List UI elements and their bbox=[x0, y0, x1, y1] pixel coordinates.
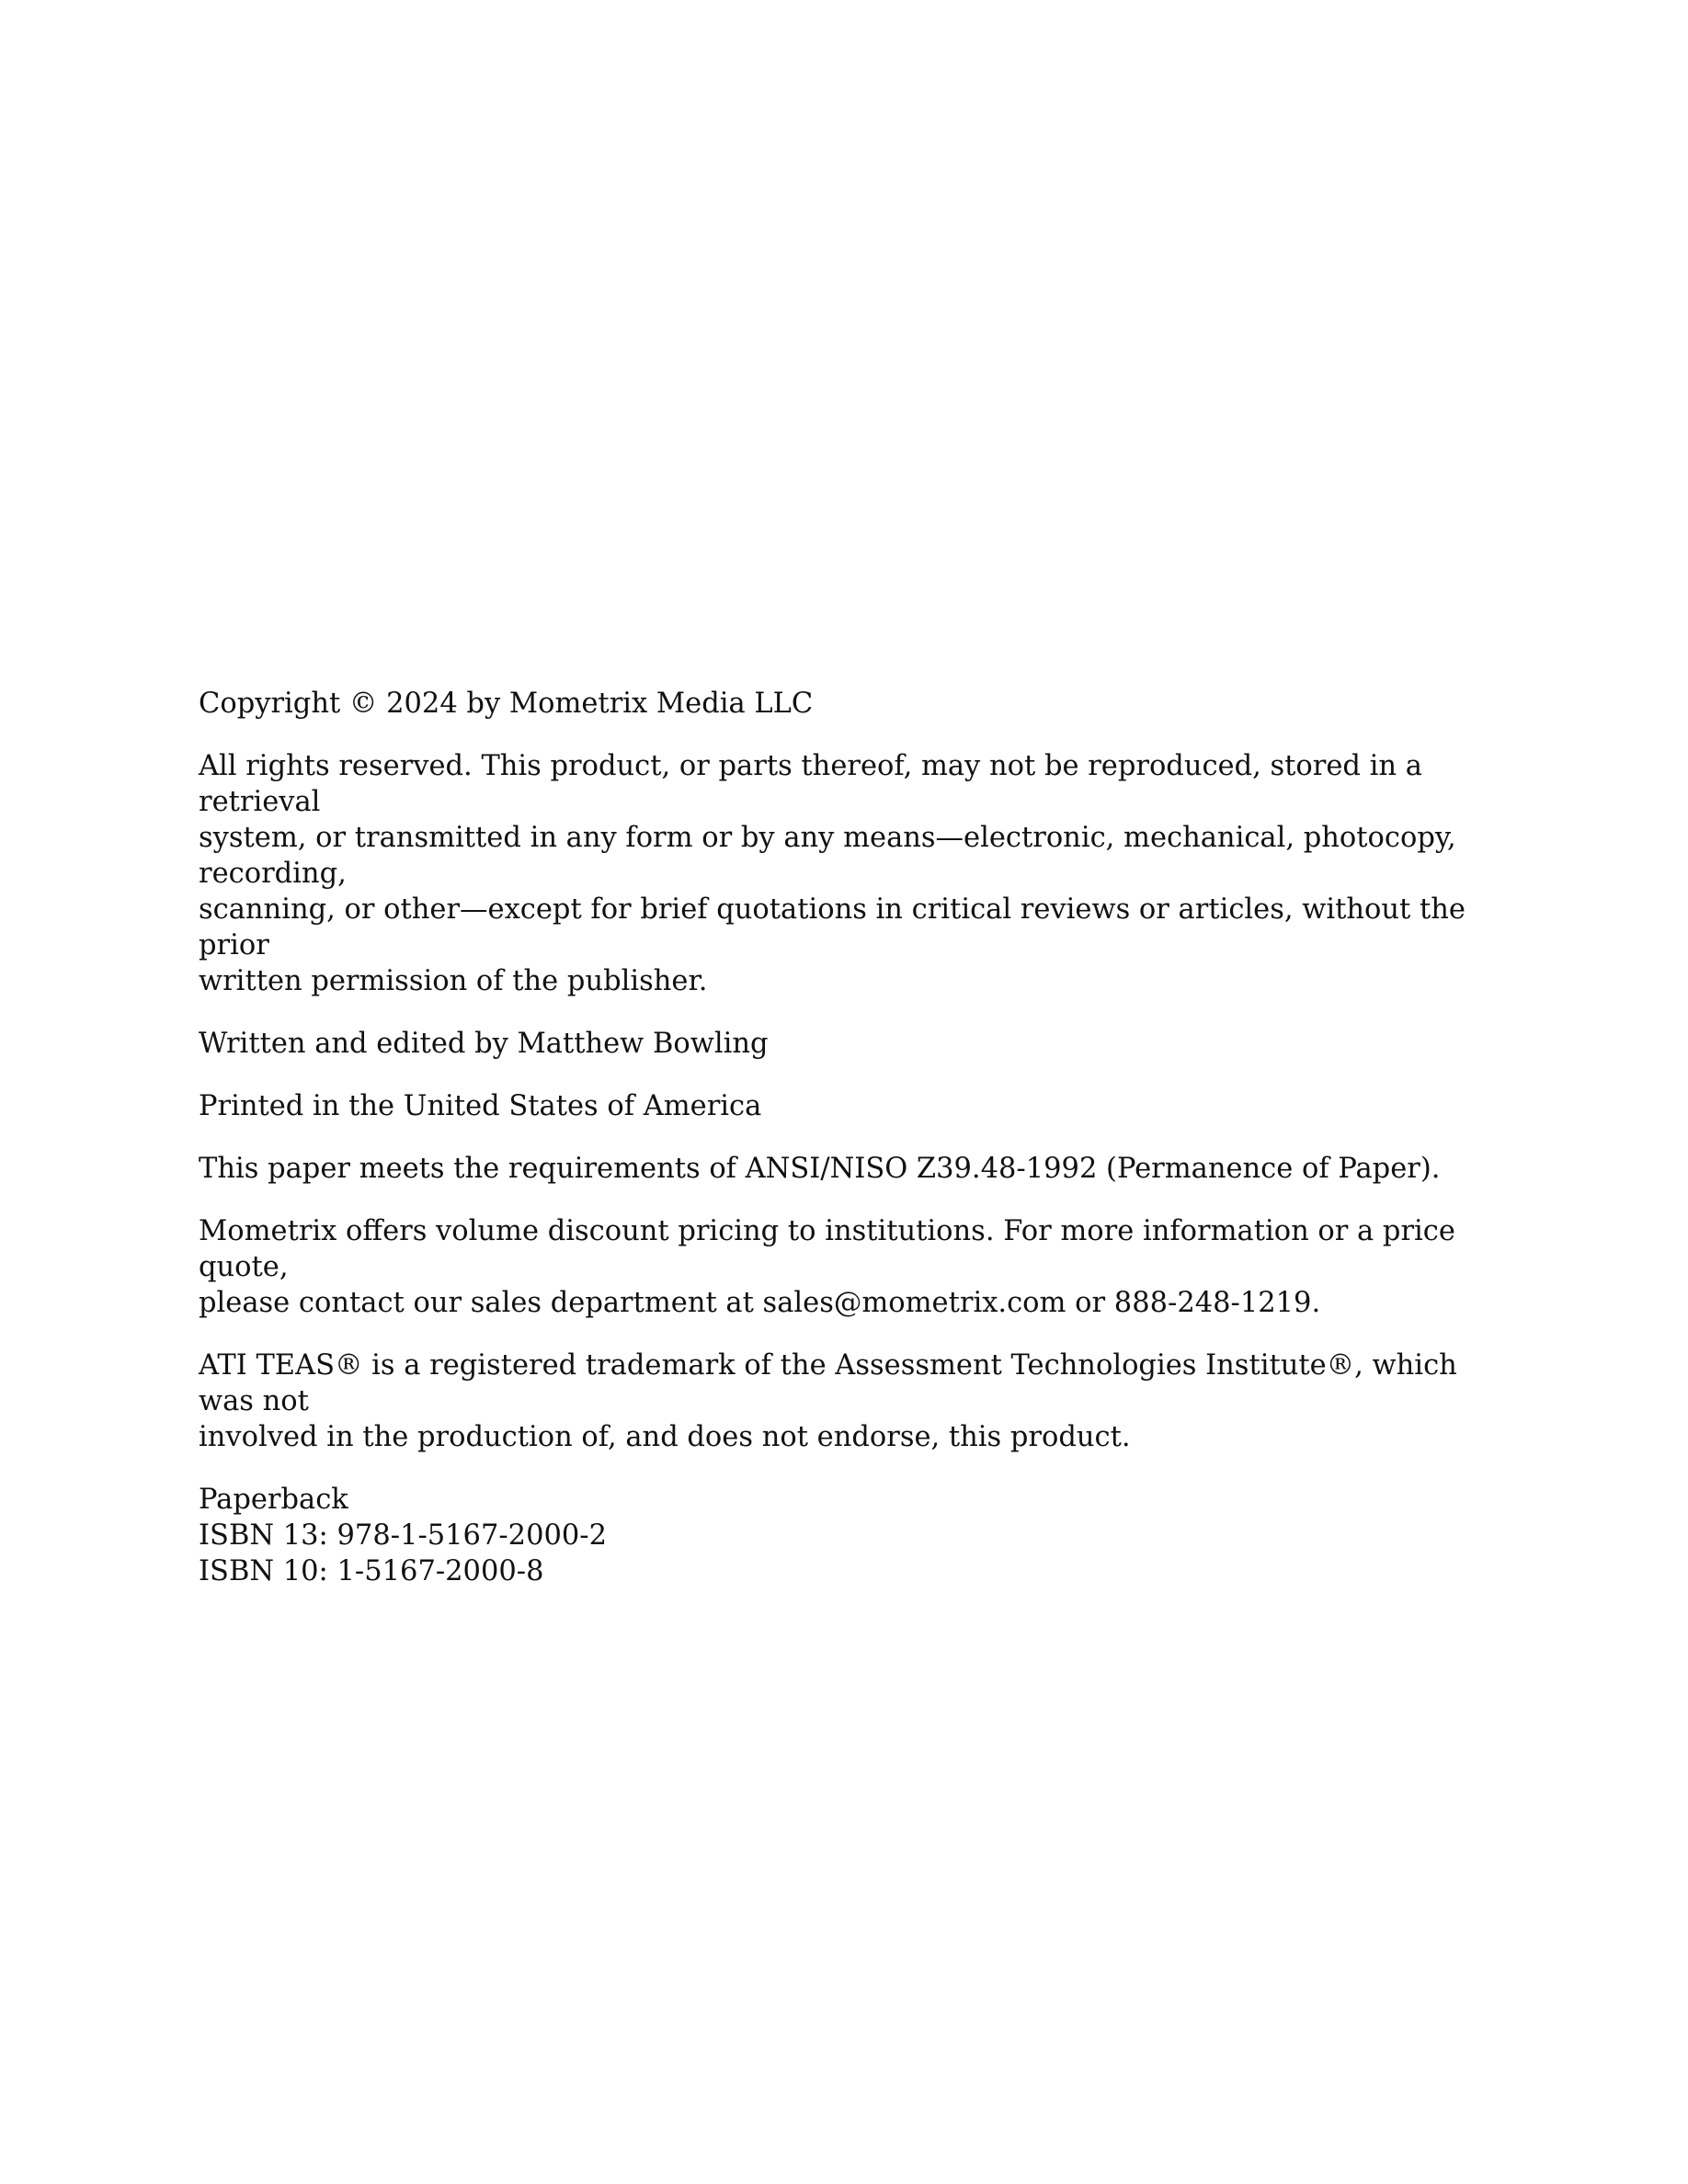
edition-paragraph bbox=[199, 1482, 1504, 1589]
isbn-13: ISBN 13: 978-1-5167-2000-2 bbox=[199, 1519, 608, 1552]
trademark-line: ATI TEAS® is a registered trademark of the Assessment Technologies Institute®, which was not bbox=[199, 1349, 1457, 1417]
discount-line: please contact our sales department at sales@mometrix.com or 888-248-1219. bbox=[199, 1287, 1321, 1319]
discount-paragraph bbox=[199, 1213, 1504, 1321]
trademark-paragraph bbox=[199, 1348, 1504, 1455]
rights-line: system, or transmitted in any form or by any means—electronic, mechanical, photocopy, recording, bbox=[199, 822, 1456, 890]
copyright-line bbox=[199, 686, 1504, 722]
printed-line: Printed in the United States of America bbox=[199, 1090, 762, 1122]
isbn-10: ISBN 10: 1-5167-2000-8 bbox=[199, 1555, 544, 1587]
trademark-line: involved in the production of, and does not endorse, this product. bbox=[199, 1421, 1131, 1453]
paper-standard-paragraph bbox=[199, 1151, 1504, 1187]
rights-reserved-paragraph bbox=[199, 748, 1504, 999]
discount-line: Mometrix offers volume discount pricing to institutions. For more information or a price quote, bbox=[199, 1215, 1455, 1283]
copyright-text: Copyright © 2024 by Mometrix Media LLC bbox=[199, 688, 814, 720]
printed-paragraph bbox=[199, 1088, 1504, 1124]
author-line: Written and edited by Matthew Bowling bbox=[199, 1028, 769, 1060]
copyright-block bbox=[199, 686, 1504, 1616]
rights-line: scanning, or other—except for brief quotations in critical reviews or articles, without the prior bbox=[199, 893, 1466, 961]
edition-format: Paperback bbox=[199, 1484, 348, 1516]
rights-line: written permission of the publisher. bbox=[199, 965, 708, 997]
rights-line: All rights reserved. This product, or parts thereof, may not be reproduced, stored in a retrieval bbox=[199, 750, 1422, 818]
paper-standard-line: This paper meets the requirements of ANSI/NISO Z39.48-1992 (Permanence of Paper). bbox=[199, 1153, 1441, 1185]
author-paragraph bbox=[199, 1026, 1504, 1062]
